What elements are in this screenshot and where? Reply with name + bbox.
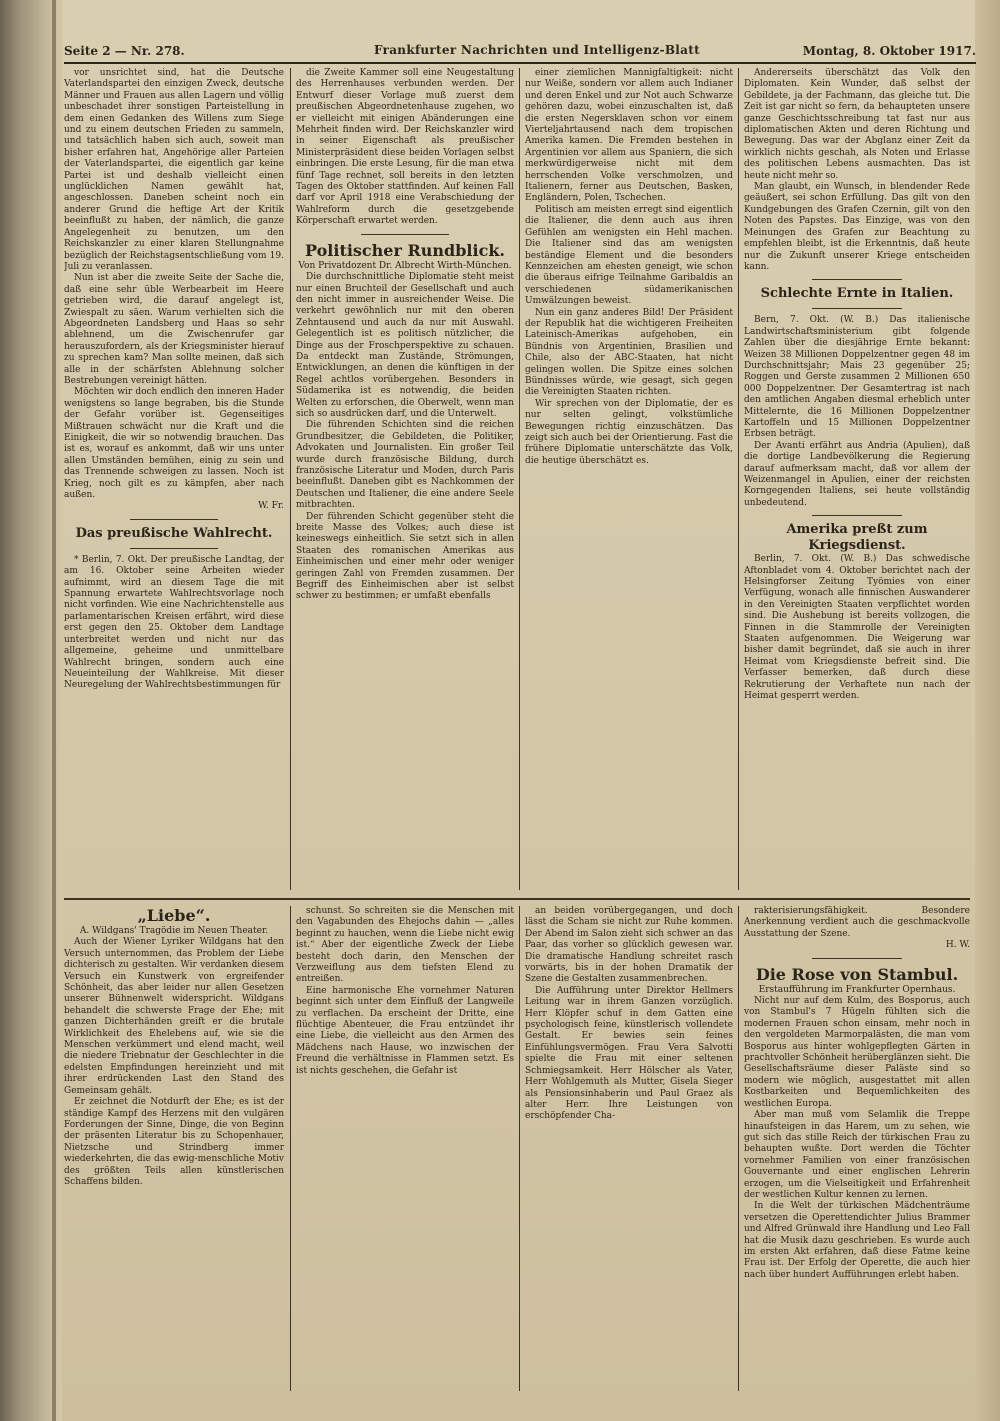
- binding-edge: [52, 0, 56, 1421]
- paragraph: Bern, 7. Okt. (W. B.) Das italienische Landwirtschaftsministerium gibt folgende Zahlen über die diesjährige Ernte bekannt: Weizen 38 Millionen Doppelzentner gegen 48 im Durchschnittsjahr; Mais 23 gegenüber 25; Roggen und Gerste zusammen 2 Millionen 650 000 Doppelzentner. Der Gesamtertrag ist nach den amtlichen Angaben diesmal erheblich unter Mittelernte, die 16 Millionen Doppelzentner Kartoffeln und 15 Millionen Doppelzentner Erbsen beträgt.: [744, 315, 970, 440]
- column-3: [525, 68, 733, 890]
- article-headline: Das preußische Wahlrecht.: [75, 525, 273, 541]
- feuilleton-column-2: [296, 906, 514, 1391]
- divider: [130, 519, 218, 520]
- paragraph: Politisch am meisten erregt sind eigentlich die Italiener, die denn auch aus ihren Gefühlen am wenigsten ein Hehl machen. Die Italiener sind das am wenigsten beständige Element und die besonders Kennzeichen am ehesten geneigt, wie schon die überaus eifrige Teilnahme Garibaldis an verschiedenen südamerikanischen Umwälzungen beweist.: [525, 204, 733, 307]
- paragraph: Möchten wir doch endlich den inneren Hader wenigstens so lange begraben, bis die Stunde der Gefahr vorüber ist. Gegenseitiges Mißtrauen schwächt nur die Kraft und die Einigkeit, die wir so notwendig brauchen. Das ist es, worauf es ankommt, daß wir uns unter allen Umständen bemühen, einig zu sein und das Trennende schweigen zu lassen. Noch ist Krieg, noch gilt es zu kämpfen, aber nach außen.: [64, 387, 284, 501]
- divider: [361, 234, 448, 235]
- column-rule: [738, 68, 739, 890]
- page-edge: [975, 0, 1000, 1421]
- issue-date: Montag, 8. Oktober 1917.: [802, 44, 976, 58]
- section-rule: [64, 898, 970, 900]
- paragraph: die Zweite Kammer soll eine Neugestaltung des Herrenhauses verbunden werden. Der Entwurf dieser Vorlage muß zuerst dem preußischen Abgeordnetenhause zugehen, wo er vielleicht mit einigen Abänderungen eine Mehrheit finden wird. Der Reichskanzler wird in seiner Eigenschaft als preußischer Ministerpräsident diese beiden Vorlagen selbst einbringen. Die erste Lesung, für die man etwa fünf Tage rechnet, soll bereits in den letzten Tagen des Oktober stattfinden. Auf keinen Fall darf vor April 1918 eine Verabschiedung der Wahlreform durch die gesetzgebende Körperschaft erwartet werden.: [296, 68, 514, 227]
- paragraph: Nun ein ganz anderes Bild! Der Präsident der Republik hat die wichtigeren Freiheiten Lateinisch-Amerikas aufgehoben, ein Bündnis von Argentinien, Brasilien und Chile, also der ABC-Staaten, hat nicht gelingen wollen. Die Spitze eines solchen Bündnisses würde, wie gesagt, sich gegen die Vereinigten Staaten richten.: [525, 307, 733, 398]
- divider: [812, 308, 902, 309]
- article-headline: Die Rose von Stambul.: [755, 964, 959, 984]
- column-2: [296, 68, 514, 890]
- column-rule: [290, 906, 291, 1391]
- column-rule: [519, 68, 520, 890]
- paragraph: vor unsrichtet sind, hat die Deutsche Vaterlandspartei den einzigen Zweck, deutsche Männer und Frauen aus allen Lagern und völlig unbeschadet ihrer sonstigen Parteistellung in dem einen Gedanken des Willens zum Siege und zu einem deutschen Frieden zu sammeln, und tatsächlich haben sich auch, soweit man bisher erfahren hat, Angehörige aller Parteien der Vaterlandspartei, die eigentlich gar keine Partei ist und deshalb vielleicht einen unglücklichen Namen gewählt hat, angeschlossen. Daneben scheint noch ein anderer Grund die heftige Art der Kritik beeinflußt zu haben, der nämlich, die ganze Angelegenheit zu benutzen, um den Reichskanzler zu einer klaren Stellungnahme bezüglich der Reichstagsentschließung vom 19. Juli zu veranlassen.: [64, 68, 284, 272]
- article-headline: Politischer Rundblick.: [305, 240, 505, 260]
- feuilleton-column-1: [64, 906, 284, 1391]
- newspaper-title: Frankfurter Nachrichten und Intelligenz-Blatt: [374, 43, 700, 57]
- article-byline: A. Wildgans' Tragödie im Neuen Theater.: [79, 926, 269, 936]
- page-header: [64, 42, 976, 64]
- divider: [812, 515, 902, 516]
- column-rule: [738, 906, 739, 1391]
- paragraph: einer ziemlichen Mannigfaltigkeit: nicht nur Weiße, sondern vor allem auch Indianer und deren Enkel und zur Not auch Schwarze gehören dazu, wobei einzuschalten ist, daß die ersten Negersklaven schon vor einem Vierteljahrtausend nach dem tropischen Amerika kamen. Die Fremden bestehen in Argentinien vor allem aus Spaniern, die sich merkwürdigerweise nicht mit dem herrschenden Volke verschmolzen, und Italienern, ferner aus Deutschen, Basken, Engländern, Polen, Tschechen.: [525, 68, 733, 204]
- paragraph: Die führenden Schichten sind die reichen Grundbesitzer, die Gebildeten, die Politiker, Advokaten und Journalisten. Ein großer Teil wurde durch französische Bildung, durch französische Literatur und Moden, durch Paris beeinflußt. Daneben gibt es Nachkommen der Deutschen und Italiener, die eine andere Seele mitbrachten.: [296, 420, 514, 511]
- article-byline: Erstaufführung im Frankfurter Opernhaus.: [758, 984, 956, 995]
- column-1: [64, 68, 284, 890]
- author-signature: H. W.: [945, 940, 970, 951]
- feuilleton-column-4: [744, 906, 970, 1391]
- paragraph: Der Avanti erfährt aus Andria (Apulien), daß die dortige Landbevölkerung die Regierung darauf aufmerksam macht, daß vor allem der Weizenmangel in Apulien, einer der reichsten Korngegenden Italiens, sei heute vollständig unbedeutend.: [744, 440, 970, 508]
- paragraph: Man glaubt, ein Wunsch, in blendender Rede geäußert, sei schon Erfüllung. Das gilt von den Kundgebungen des Grafen Czernin, gilt von den Noten des Papstes. Das Einzige, was von den Meinungen des Grafen zur Beachtung zu empfehlen bleibt, ist die Erkenntnis, daß heute nur die Zukunft unserer Kriege entscheiden kann.: [744, 182, 970, 272]
- paragraph: Andererseits überschätzt das Volk den Diplomaten. Kein Wunder, daß selbst der Gebildete, ja der Fachmann, das gleiche tut. Die Zeit ist gar nicht so fern, da behaupteten unsere ganze Geschichtsschreibung tat fast nur aus diplomatischen Akten und deren Richtung und Bewegung. Das war der Abglanz einer Zeit da wirklich nichts geschah, als Noten und Erlasse des politischen Lebens ausmachten. Das ist heute nicht mehr so.: [744, 68, 970, 181]
- author-signature: W. Fr.: [258, 501, 284, 512]
- article-headline: Amerika preßt zum Kriegsdienst.: [786, 522, 928, 554]
- paragraph: Die Aufführung unter Direktor Hellmers Leitung war in ihrem Ganzen vorzüglich. Herr Klöpfer schuf in dem Gatten eine psychologisch feine, künstlerisch vollendete Gestalt. Er bewies sein feines Einfühlungsvermögen. Frau Vera Salvotti spielte die Frau mit einer seltenen Schmiegsamkeit. Herr Hölscher als Vater, Herr Wohlgemuth als Mutter, Gisela Sieger als Pensionsinhaberin und Paul Graez als alter Herr. Ihre Leistungen von erschöpfender Cha-: [525, 985, 733, 1122]
- paragraph: Aber man muß vom Selamlik die Treppe hinaufsteigen in das Harem, um zu sehen, wie gut sich das stille Reich der türkischen Frau zu behaupten wußte. Dort werden die Töchter vornehmer Familien von einer französischen Gouvernante und einer englischen Lehrerin erzogen, um die Vielseitigkeit und Erfahrenheit der westlichen Kultur kennen zu lernen.: [744, 1110, 970, 1200]
- paragraph: Er zeichnet die Notdurft der Ehe; es ist der ständige Kampf des Herzens mit den vulgären Forderungen der Sinne, Dinge, die von Beginn der präsenten Literatur bis zu Schopenhauer, Nietzsche und Strindberg immer wiederkehrten, die das ewig-menschliche Motiv des größten Teils allen künstlerischen Schaffens bilden.: [64, 1097, 284, 1187]
- paragraph: Wir sprechen von der Diplomatie, der es nur selten gelingt, volkstümliche Bewegungen richtig einzuschätzen. Das zeigt sich auch bei der Orientierung. Fast die frühere Diplomatie unterschätzte das Volk, die heutige überschätzt es.: [525, 398, 733, 466]
- paragraph: Der führenden Schicht gegenüber steht die breite Masse des Volkes; auch diese ist keineswegs einheitlich. Sie setzt sich in allen Staaten des romanischen Amerikas aus Einheimischen und einer mehr oder weniger geringen Zahl von Fremden zusammen. Der Begriff des Einheimischen aber ist selbst schwer zu bestimmen; er umfaßt ebenfalls: [296, 511, 514, 602]
- paragraph: Nicht nur auf dem Kulm, des Bosporus, auch von Stambul's 7 Hügeln fühlten sich die modernen Frauen schon einsam, mehr noch in den vergoldeten Marmorpalästen, die man vom Bosporus aus hinter wohlgepflegten Gärten in prachtvoller Schönheit herüberglänzen sieht. Die Gesellschaftsräume dieser Paläste sind so modern wie möglich, ausgestattet mit allen Kostbarkeiten und Bequemlichkeiten des westlichen Europa.: [744, 996, 970, 1109]
- paragraph: Eine harmonische Ehe vornehmer Naturen beginnt sich unter dem Einfluß der Langweile zu verflachen. Da erscheint der Dritte, eine flüchtige Abenteuer, die Frau entzündet ihr eine Liebe, die vielleicht aus den Armen des Mädchens nach Hause, wo inzwischen der Freund die verhältnisse in Flammen setzt. Es ist nichts geschehen, die Gefahr ist: [296, 985, 514, 1076]
- feuilleton-column-3: [525, 906, 733, 1391]
- divider: [130, 548, 218, 549]
- article-headline: „Liebe“.: [137, 906, 211, 925]
- paragraph: an beiden vorübergegangen, und doch lässt die Scham sie nicht zur Ruhe kommen. Der Abend im Salon zieht sich schwer an das Paar, das vorher so glücklich gewesen war. Die dramatische Handlung schreitet rasch vorwärts, bis in der hohen Dramatik der Szene die Gestalten zusammenbrechen.: [525, 906, 733, 985]
- column-rule: [519, 906, 520, 1391]
- paragraph: rakterisierungsfähigkeit. Besondere Anerkennung verdient auch die geschmackvolle Ausstattung der Szene.: [744, 906, 970, 939]
- divider: [812, 958, 902, 959]
- paragraph: Die durchschnittliche Diplomatie steht meist nur einen Bruchteil der Gesellschaft und auch den nicht immer in ausreichender Weise. Die verkehrt gewöhnlich nur mit den oberen Zehntausend und auch da nur mit Auswahl. Gelegentlich ist es politisch nützlicher, die Dinge aus der Froschperspektive zu schauen. Da entdeckt man Zustände, Strömungen, Entwicklungen, an denen die künftigen in der Regel achtlos vorübergehen. Besonders in Südamerika ist es notwendig, die beiden Welten zu erforschen, die Oberwelt, wenn man sich so ausdrücken darf, und die Unterwelt.: [296, 272, 514, 419]
- divider: [812, 279, 902, 280]
- page-number: Seite 2 — Nr. 278.: [64, 44, 185, 58]
- paragraph: schunst. So schreiten sie die Menschen mit den Vagabunden des Ehejochs dahin — „alles beginnt zu hauchen, wenn die Liebe nicht ewig ist.“ Aber der eigentliche Zweck der Liebe besteht doch darin, den Menschen der Verzweiflung aus dem tiefsten Elend zu entreißen.: [296, 906, 514, 985]
- paragraph: Nun ist aber die zweite Seite der Sache die, daß eine sehr üble Werbearbeit im Heere getrieben wird, die darauf angelegt ist, Zwiespalt zu säen. Warum verhielten sich die Abgeordneten Landsberg und Haas so sehr ablehnend, um die Zwischenrufer gar herauszufordern, als der Kriegsminister hierauf zu sprechen kam? Man sollte meinen, daß sich alle in der schärfsten Ablehnung solcher Bestrebungen vereinigt hätten.: [64, 273, 284, 386]
- column-rule: [290, 68, 291, 890]
- paragraph: Berlin, 7. Okt. (W. B.) Das schwedische Aftonbladet vom 4. Oktober berichtet nach der Helsingforser Zeitung Työmies von einer Verfügung, wonach alle finnischen Auswanderer in den Vereinigten Staaten verpflichtet worden sind. Die Aushebung ist bereits vollzogen, die Finnen in die Stammrolle der Vereinigten Staaten aufgenommen. Die Weigerung war bisher damit begründet, daß sie auch in ihrer Heimat vom Kriegsdienste befreit sind. Die Verfasser bemerken, daß durch diese Rekrutierung der Verhaftete nun nach der Heimat gesperrt werden.: [744, 554, 970, 702]
- article-headline: Schlechte Ernte in Italien.: [760, 286, 954, 302]
- article-byline: Von Privatdozent Dr. Albrecht Wirth-München.: [298, 260, 512, 271]
- paragraph: * Berlin, 7. Okt. Der preußische Landtag, der am 16. Oktober seine Arbeiten wieder aufnimmt, wird an diesem Tage die mit Spannung erwartete Wahlrechtsvorlage noch nicht vorfinden. Wie eine Nachrichtenstelle aus parlamentarischen Kreisen erfährt, wird diese erst gegen den 25. Oktober dem Landtage unterbreitet werden und nicht nur das allgemeine, geheime und unmittelbare Wahlrecht bringen, sondern auch eine Neueinteilung der Wahlkreise. Mit dieser Neuregelung der Wahlrechtsbestimmungen für: [64, 554, 284, 691]
- paragraph: Auch der Wiener Lyriker Wildgans hat den Versuch unternommen, das Problem der Liebe dichterisch zu gestalten. Wir verdanken diesem Versuch ein Kunstwerk von ergreifender Schönheit, das aber leider nur allen Gesetzen unserer Bühnenwelt widerspricht. Wildgans behandelt die schwerste Frage der Ehe; mit ganzen Dichterhänden greift er die brutale Wirklichkeit des Ehelebens auf, wie sie die Menschen verkümmert und elend macht, weil die niedere Triebnatur der Geschlechter in die edelsten Empfindungen hereinzieht und mit ihrer erdrückenden Last den Stand des Gemeinsam gehält.: [64, 937, 284, 1096]
- column-4: [744, 68, 970, 890]
- paragraph: In die Welt der türkischen Mädchenträume versetzen die Operettendichter Julius Brammer und Alfred Grünwald ihre Handlung und Leo Fall hat die Musik dazu geschrieben. Es wurde auch im ersten Akt erfahren, daß diese Fatme keine Frau ist. Der Erfolg der Operette, die auch hier nach über hundert Aufführungen erlebt haben.: [744, 1201, 970, 1280]
